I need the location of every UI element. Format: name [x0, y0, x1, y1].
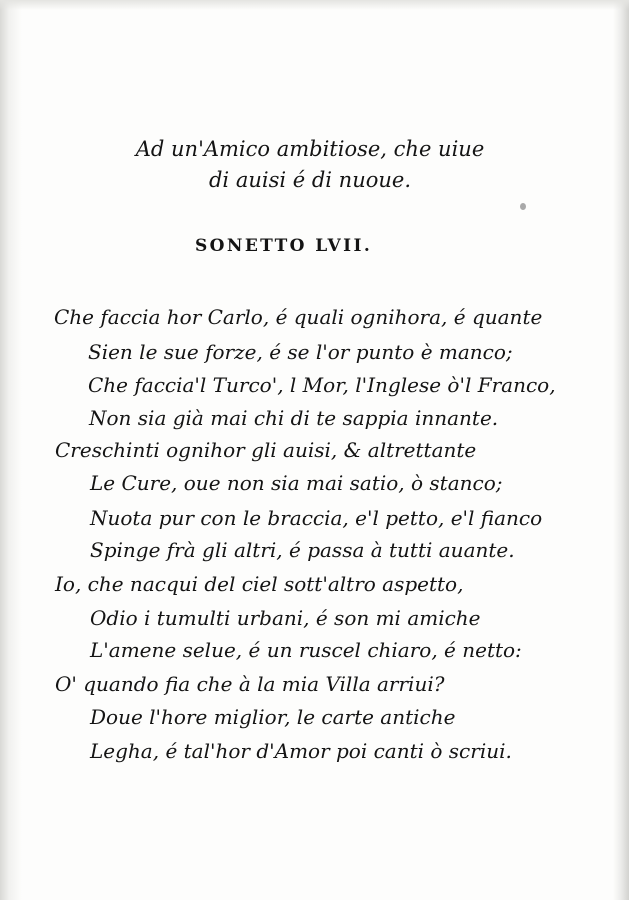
verse-line: Che faccia'l Turco', l Mor, l'Inglese ò'l Franco,	[88, 373, 556, 397]
verse-line: Odio i tumulti urbani, é son mi amiche	[90, 606, 481, 630]
verse-line: Che faccia hor Carlo, é quali ognihora, é quante	[54, 305, 543, 329]
verse-line: Spinge frà gli altri, é passa à tutti auante.	[90, 538, 515, 562]
sonnet-title: SONETTO LVII.	[195, 236, 373, 256]
verse-line: L'amene selue, é un ruscel chiaro, é netto:	[90, 638, 522, 662]
poem-dedication-line-2: di auisi é di nuoue.	[208, 168, 412, 192]
verse-line: Non sia già mai chi di te sappia innante.	[89, 406, 499, 430]
verse-line: Doue l'hore miglior, le carte antiche	[90, 705, 456, 729]
verse-line: Nuota pur con le braccia, e'l petto, e'l fianco	[90, 506, 543, 530]
verse-line: O' quando fia che à la mia Villa arriui?	[55, 672, 445, 696]
verse-line: Sien le sue forze, é se l'or punto è manco;	[88, 340, 513, 364]
verse-line: Creschinti ognihor gli auisi, & altrettante	[55, 438, 477, 462]
verse-line: Legha, é tal'hor d'Amor poi canti ò scriui.	[90, 739, 512, 763]
verse-line: Le Cure, oue non sia mai satio, ò stanco;	[90, 471, 503, 495]
verse-line: Io, che nacqui del ciel sott'altro aspetto,	[55, 572, 464, 596]
poem-dedication-line-1: Ad un'Amico ambitiose, che uiue	[135, 137, 485, 161]
